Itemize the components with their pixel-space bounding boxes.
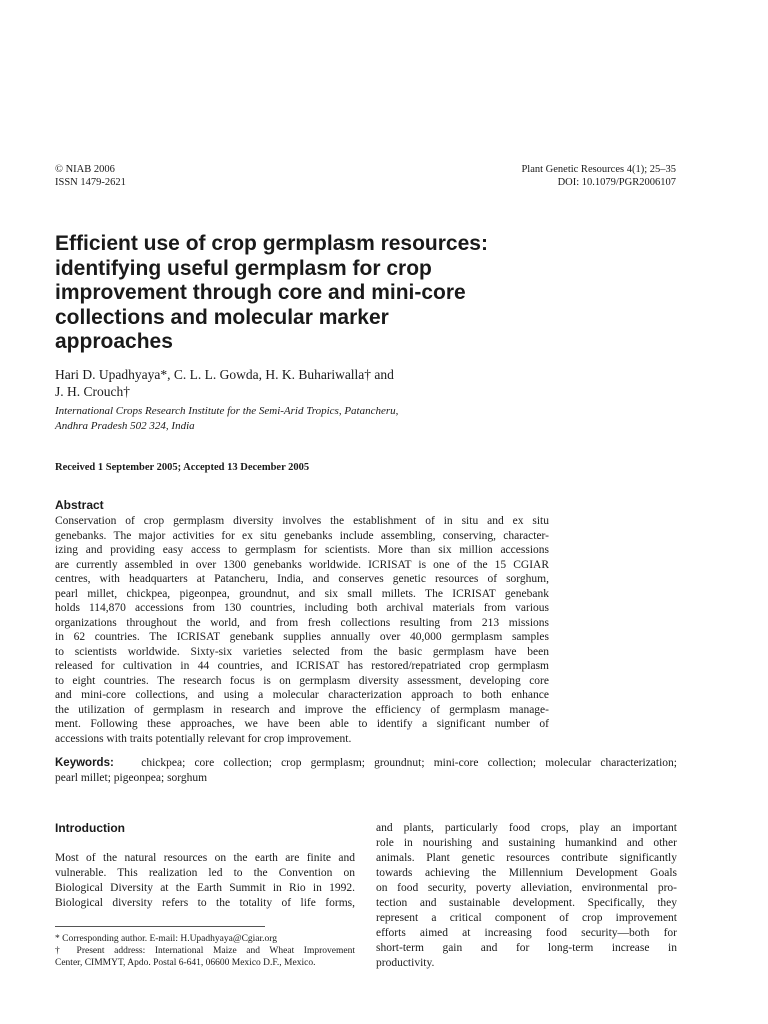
body-line: Most of the natural resources on the earth are finite and bbox=[55, 852, 355, 864]
abstract-line: to eight countries. The research focus is on germplasm diversity assessment, developing core bbox=[55, 674, 549, 687]
author-line: J. H. Crouch† bbox=[55, 383, 130, 399]
keywords-label: Keywords: bbox=[55, 757, 114, 769]
author-line: Hari D. Upadhyaya*, C. L. L. Gowda, H. K. Buhariwalla† and bbox=[55, 367, 394, 382]
abstract-line: pearl millet, chickpea, pigeonpea, groundnut, and six small millets. The ICRISAT genebank bbox=[55, 587, 549, 600]
body-line: productivity. bbox=[376, 957, 435, 969]
journal-citation: Plant Genetic Resources 4(1); 25–35 bbox=[521, 164, 676, 175]
introduction-column-right bbox=[376, 821, 677, 971]
affiliation bbox=[55, 404, 398, 434]
keywords-line bbox=[55, 756, 677, 771]
footnote-divider bbox=[55, 926, 265, 927]
title-line: improvement through core and mini-core bbox=[55, 281, 466, 304]
affiliation-line: International Crops Research Institute for the Semi-Arid Tropics, Patancheru, bbox=[55, 405, 399, 417]
footnote-present-address: Center, CIMMYT, Apdo. Postal 6-641, 06600 Mexico D.F., Mexico. bbox=[55, 958, 316, 968]
footnote-corresponding: * Corresponding author. E-mail: H.Upadhyaya@Cgiar.org bbox=[55, 934, 278, 944]
received-dates: Received 1 September 2005; Accepted 13 December 2005 bbox=[55, 462, 310, 473]
introduction-column-left bbox=[55, 851, 355, 911]
abstract-line: holds 114,870 accessions from 130 countries, including both archival materials from various bbox=[55, 602, 549, 614]
body-line: Biological diversity refers to the totality of life forms, bbox=[55, 897, 355, 909]
title-line: Efficient use of crop germplasm resources: bbox=[55, 232, 488, 255]
keywords-block bbox=[55, 756, 677, 786]
title-line: collections and molecular marker bbox=[55, 305, 389, 329]
footnotes bbox=[55, 933, 355, 969]
journal-meta-left bbox=[55, 164, 126, 189]
abstract-heading: Abstract bbox=[55, 498, 104, 512]
body-line: represent a critical component of crop improvement bbox=[376, 912, 677, 924]
body-line: and plants, particularly food crops, play an important bbox=[376, 822, 677, 834]
doi-line: DOI: 10.1079/PGR2006107 bbox=[557, 176, 676, 188]
abstract-body bbox=[55, 514, 549, 746]
abstract-line: and mini-core collections, and using a molecular characterization approach to both enhance bbox=[55, 689, 549, 701]
introduction-heading: Introduction bbox=[55, 821, 125, 835]
body-line: efforts aimed at increasing food security—both for bbox=[376, 927, 677, 939]
abstract-line: released for cultivation in 44 countries, and ICRISAT has restored/repatriated crop germplasm bbox=[55, 660, 549, 672]
keywords-text: chickpea; core collection; crop germplasm; groundnut; mini-core collection; molecular characterization; bbox=[141, 757, 677, 769]
journal-meta-right bbox=[521, 164, 676, 189]
abstract-line: Conservation of crop germplasm diversity involves the establishment of in situ and ex situ bbox=[55, 515, 549, 527]
keywords-line: pearl millet; pigeonpea; sorghum bbox=[55, 772, 208, 784]
footnote-present-address: † Present address: International Maize and Wheat Improvement bbox=[55, 946, 355, 956]
abstract-line: centres, with headquarters at Patancheru, India, and conserves genetic resources of sorghum, bbox=[55, 573, 549, 585]
body-line: towards achieving the Millennium Development Goals bbox=[376, 867, 677, 879]
abstract-line: genebanks. The major activities for ex situ genebanks include assembling, conserving, character- bbox=[55, 529, 549, 542]
body-line: role in nourishing and sustaining humankind and other bbox=[376, 837, 677, 849]
article-title bbox=[55, 232, 525, 355]
body-line: on food security, poverty alleviation, environmental pro- bbox=[376, 882, 677, 894]
abstract-line: are currently assembled in over 1300 genebanks worldwide. ICRISAT is one of the 15 CGIAR bbox=[55, 558, 549, 571]
abstract-line: organizations throughout the world, and from fresh collections resulting from 213 missions bbox=[55, 616, 549, 629]
abstract-line: in 62 countries. The ICRISAT genebank supplies annually over 40,000 germplasm samples bbox=[55, 631, 549, 643]
body-line: animals. Plant genetic resources contribute significantly bbox=[376, 852, 677, 864]
body-line: tection and sustainable development. Specifically, they bbox=[376, 897, 677, 909]
abstract-line: ment. Following these approaches, we have been able to identify a significant number of bbox=[55, 718, 549, 730]
body-line: Biological Diversity at the Earth Summit in Rio in 1992. bbox=[55, 882, 355, 894]
title-line: approaches bbox=[55, 330, 173, 353]
title-line: identifying useful germplasm for crop bbox=[55, 256, 432, 280]
body-line: vulnerable. This realization led to the Convention on bbox=[55, 867, 355, 879]
affiliation-line: Andhra Pradesh 502 324, India bbox=[55, 420, 195, 432]
abstract-line: izing and providing easy access to germplasm for scientists. More than six million accessions bbox=[55, 544, 549, 556]
author-list bbox=[55, 367, 475, 400]
abstract-line: accessions with traits potentially relevant for crop improvement. bbox=[55, 732, 352, 745]
copyright-line: © NIAB 2006 bbox=[55, 164, 115, 175]
issn-line: ISSN 1479-2621 bbox=[55, 176, 126, 188]
abstract-line: to scientists worldwide. Sixty-six varieties selected from the basic germplasm have been bbox=[55, 645, 549, 658]
abstract-line: the utilization of germplasm in research and improve the efficiency of germplasm manage- bbox=[55, 703, 549, 716]
body-line: short-term gain and for long-term increase in bbox=[376, 942, 677, 954]
